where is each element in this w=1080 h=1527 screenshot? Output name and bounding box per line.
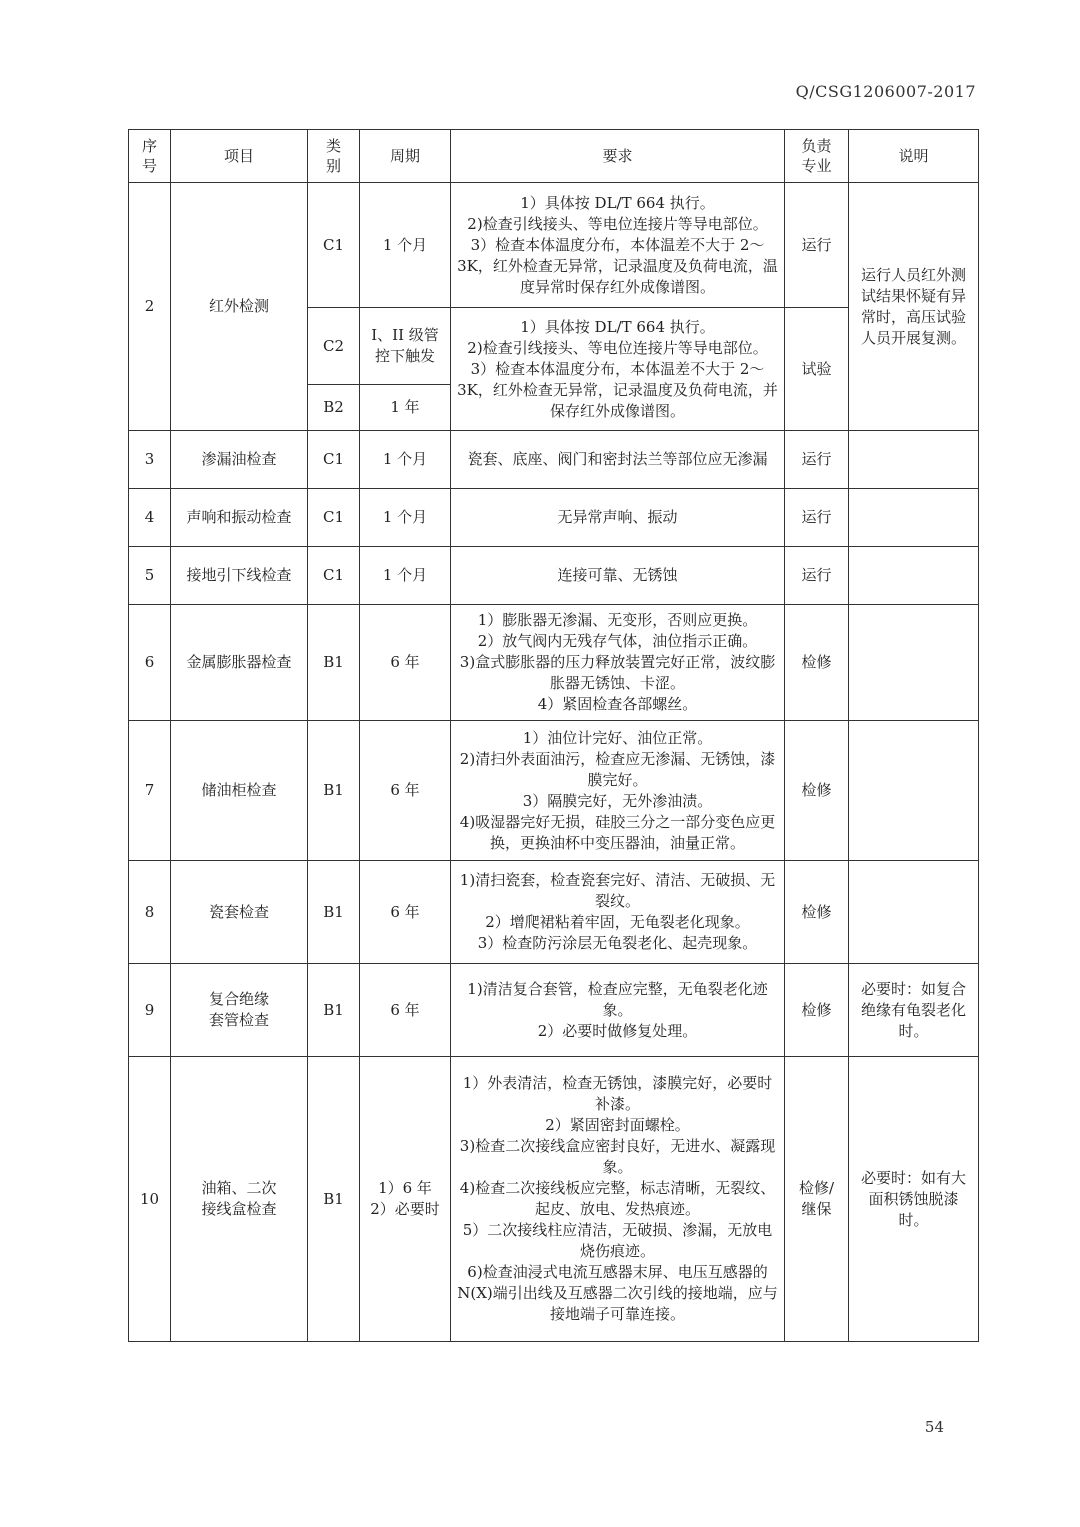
row-responsible: 检修: [785, 861, 849, 964]
maintenance-table: [128, 129, 979, 1342]
row-period: 6 年: [360, 861, 451, 964]
table-row: [129, 964, 979, 1057]
row-responsible: 运行: [785, 431, 849, 489]
row-requirement: 连接可靠、无锈蚀: [451, 547, 785, 605]
row-requirement: 1）油位计完好、油位正常。 2)清扫外表面油污，检查应无渗漏、无锈蚀，漆膜完好。 3）隔膜完好，无外渗油渍。 4)吸湿器完好无损，硅胶三分之一部分变色应更换，更换油杯中变压器油，油量正常。: [451, 721, 785, 861]
table-row: [129, 605, 979, 721]
row-requirement: 1）具体按 DL/T 664 执行。 2)检查引线接头、等电位连接片等导电部位。 3）检查本体温度分布，本体温差不大于 2～3K，红外检查无异常，记录温度及负荷电流，温度异常时保存红外成像谱图。: [451, 183, 785, 308]
row-category: B1: [308, 861, 360, 964]
row-period: 1 个月: [360, 547, 451, 605]
table-row: [129, 1057, 979, 1342]
header-category: 类 别: [308, 130, 360, 183]
header-row: [129, 130, 979, 183]
header-responsible: 负责 专业: [785, 130, 849, 183]
row-category: B2: [308, 385, 360, 431]
row-period: 1）6 年 2）必要时: [360, 1057, 451, 1342]
row-no: 3: [129, 431, 171, 489]
table-row: [129, 861, 979, 964]
row-period: 1 个月: [360, 183, 451, 308]
table-row: [129, 547, 979, 605]
row-note: [849, 861, 979, 964]
page-number: 54: [924, 1418, 944, 1436]
row-category: B1: [308, 1057, 360, 1342]
row-no: 10: [129, 1057, 171, 1342]
table-row: [129, 721, 979, 861]
row-no: 6: [129, 605, 171, 721]
row-note: 必要时：如复合绝缘有龟裂老化时。: [849, 964, 979, 1057]
row-responsible: 检修/ 继保: [785, 1057, 849, 1342]
row-category: B1: [308, 964, 360, 1057]
row-item: 储油柜检查: [171, 721, 308, 861]
row-no: 2: [129, 183, 171, 431]
document-code: Q/CSG1206007-2017: [795, 82, 976, 101]
row-item: 油箱、二次 接线盒检查: [171, 1057, 308, 1342]
row-responsible: 试验: [785, 308, 849, 431]
row-no: 5: [129, 547, 171, 605]
row-period: 1 个月: [360, 431, 451, 489]
table-row: [129, 489, 979, 547]
row-requirement: 1）外表清洁，检查无锈蚀，漆膜完好，必要时补漆。 2）紧固密封面螺栓。 3)检查二次接线盒应密封良好，无进水、凝露现象。 4)检查二次接线板应完整，标志清晰，无裂纹、起皮、放电、发热痕迹。 5）二次接线柱应清洁，无破损、渗漏，无放电烧伤痕迹。 6)检查油浸式电流互感器末屏、电压互感器的 N(X)端引出线及互感器二次引线的接地端，应与接地端子可靠连接。: [451, 1057, 785, 1342]
row-item: 渗漏油检查: [171, 431, 308, 489]
row-no: 7: [129, 721, 171, 861]
table-row: [129, 431, 979, 489]
row-requirement: 1）具体按 DL/T 664 执行。 2)检查引线接头、等电位连接片等导电部位。 3）检查本体温度分布，本体温差不大于 2～3K，红外检查无异常，记录温度及负荷电流，并保存红外成像谱图。: [451, 308, 785, 431]
header-period: 周期: [360, 130, 451, 183]
header-note: 说明: [849, 130, 979, 183]
table-row: [129, 183, 979, 308]
row-responsible: 检修: [785, 605, 849, 721]
row-period: 6 年: [360, 605, 451, 721]
row-category: B1: [308, 605, 360, 721]
row-item: 红外检测: [171, 183, 308, 431]
row-responsible: 检修: [785, 721, 849, 861]
row-requirement: 无异常声响、振动: [451, 489, 785, 547]
row-no: 8: [129, 861, 171, 964]
row-period: 1 年: [360, 385, 451, 431]
row-period: 6 年: [360, 721, 451, 861]
row-requirement: 瓷套、底座、阀门和密封法兰等部位应无渗漏: [451, 431, 785, 489]
row-category: C2: [308, 308, 360, 385]
row-item: 瓷套检查: [171, 861, 308, 964]
row-category: C1: [308, 489, 360, 547]
row-note: [849, 547, 979, 605]
row-item: 金属膨胀器检查: [171, 605, 308, 721]
row-note: [849, 431, 979, 489]
row-note: [849, 489, 979, 547]
row-period: I、II 级管 控下触发: [360, 308, 451, 385]
row-responsible: 运行: [785, 183, 849, 308]
row-responsible: 检修: [785, 964, 849, 1057]
row-requirement: 1)清扫瓷套，检查瓷套完好、清洁、无破损、无裂纹。 2）增爬裙粘着牢固，无龟裂老化现象。 3）检查防污涂层无龟裂老化、起壳现象。: [451, 861, 785, 964]
header-item: 项目: [171, 130, 308, 183]
row-period: 6 年: [360, 964, 451, 1057]
row-responsible: 运行: [785, 489, 849, 547]
row-requirement: 1）膨胀器无渗漏、无变形，否则应更换。 2）放气阀内无残存气体，油位指示正确。 3)盒式膨胀器的压力释放装置完好正常，波纹膨胀器无锈蚀、卡涩。 4）紧固检查各部螺丝。: [451, 605, 785, 721]
header-requirement: 要求: [451, 130, 785, 183]
row-note: [849, 605, 979, 721]
row-note: 必要时：如有大面积锈蚀脱漆时。: [849, 1057, 979, 1342]
row-note: 运行人员红外测试结果怀疑有异常时，高压试验人员开展复测。: [849, 183, 979, 431]
row-no: 9: [129, 964, 171, 1057]
row-category: C1: [308, 183, 360, 308]
row-category: C1: [308, 431, 360, 489]
row-responsible: 运行: [785, 547, 849, 605]
row-no: 4: [129, 489, 171, 547]
row-category: B1: [308, 721, 360, 861]
row-note: [849, 721, 979, 861]
row-item: 声响和振动检查: [171, 489, 308, 547]
row-period: 1 个月: [360, 489, 451, 547]
row-item: 接地引下线检查: [171, 547, 308, 605]
header-no: 序 号: [129, 130, 171, 183]
row-item: 复合绝缘 套管检查: [171, 964, 308, 1057]
row-requirement: 1)清洁复合套管，检查应完整，无龟裂老化迹象。 2）必要时做修复处理。: [451, 964, 785, 1057]
row-category: C1: [308, 547, 360, 605]
